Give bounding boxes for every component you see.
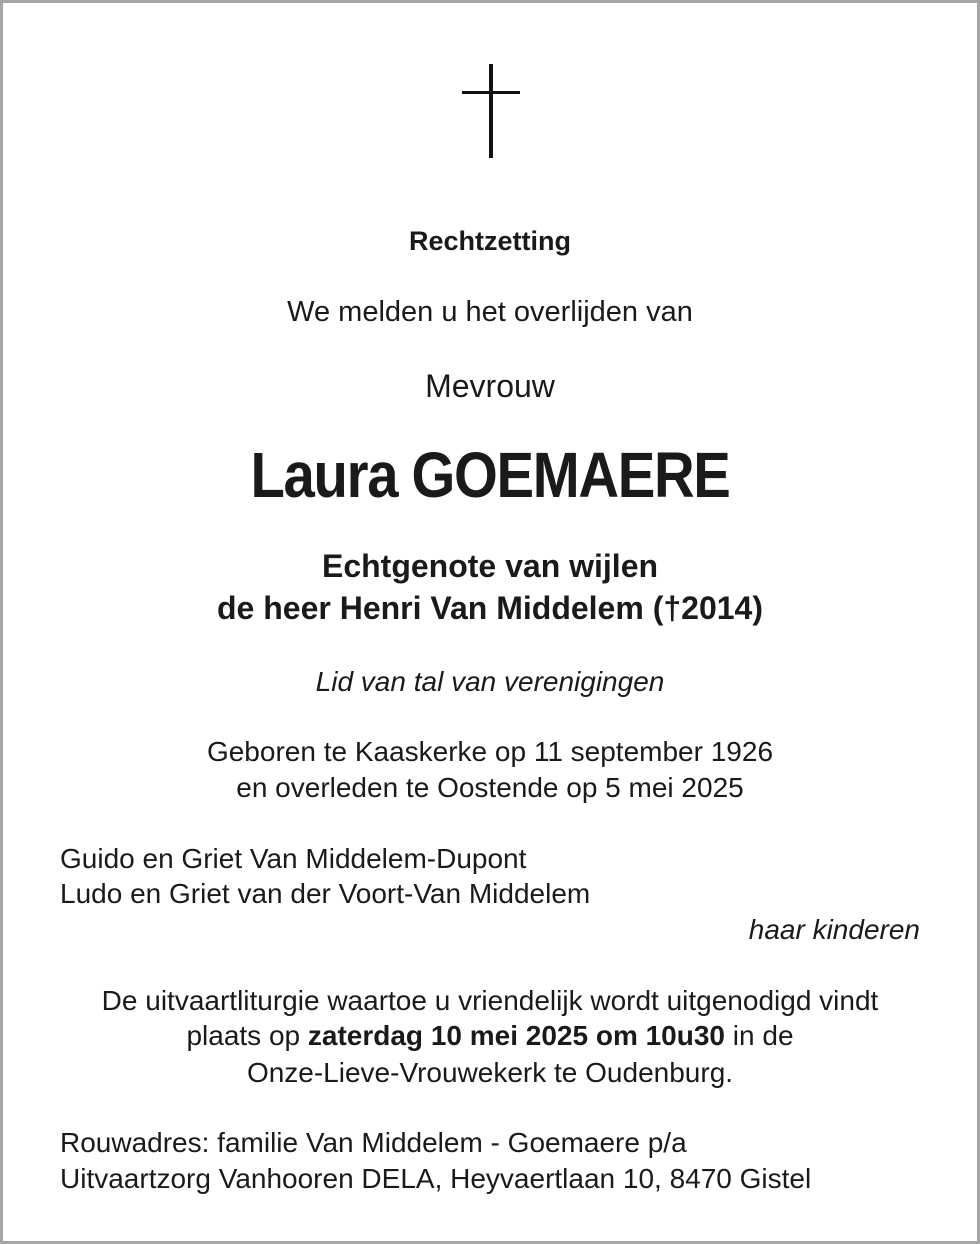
address-line-2: Uitvaartzorg Vanhooren DELA, Heyvaertlaan 10, 8470 Gistel [60, 1163, 812, 1194]
membership-text: Lid van tal van verenigingen [315, 666, 665, 697]
death-text: en overleden te Oostende op 5 mei 2025 [236, 772, 744, 803]
cross-horizontal-bar [462, 91, 520, 94]
funeral-date-time: zaterdag 10 mei 2025 om 10u30 [307, 1020, 726, 1051]
funeral-line-3: Onze-Lieve-Vrouwekerk te Oudenburg. [246, 1057, 734, 1088]
address-line-1: Rouwadres: familie Van Middelem - Goemaere p/a [60, 1127, 687, 1158]
notice-heading: Rechtzetting [409, 226, 571, 256]
salutation: Mevrouw [425, 368, 555, 404]
funeral-line-2 [0, 1020, 980, 1052]
intro-text: We melden u het overlijden van [287, 296, 693, 328]
cross-vertical-bar [489, 64, 493, 158]
funeral-line-2-prefix: plaats op [186, 1020, 308, 1051]
child-line-2: Ludo en Griet van der Voort-Van Middelem [60, 878, 591, 909]
funeral-line-1: De uitvaartliturgie waartoe u vriendelijk wordt uitgenodigd vindt [101, 985, 879, 1016]
birth-text: Geboren te Kaaskerke op 11 september 1926 [206, 736, 774, 767]
spouse-line-2: de heer Henri Van Middelem (†2014) [217, 590, 763, 626]
child-line-1: Guido en Griet Van Middelem-Dupont [60, 843, 527, 874]
deceased-name: Laura GOEMAERE [250, 439, 730, 511]
cross-icon [462, 64, 520, 158]
spouse-line-1: Echtgenote van wijlen [321, 548, 659, 584]
children-label: haar kinderen [748, 914, 920, 945]
funeral-line-2-suffix: in de [725, 1020, 794, 1051]
